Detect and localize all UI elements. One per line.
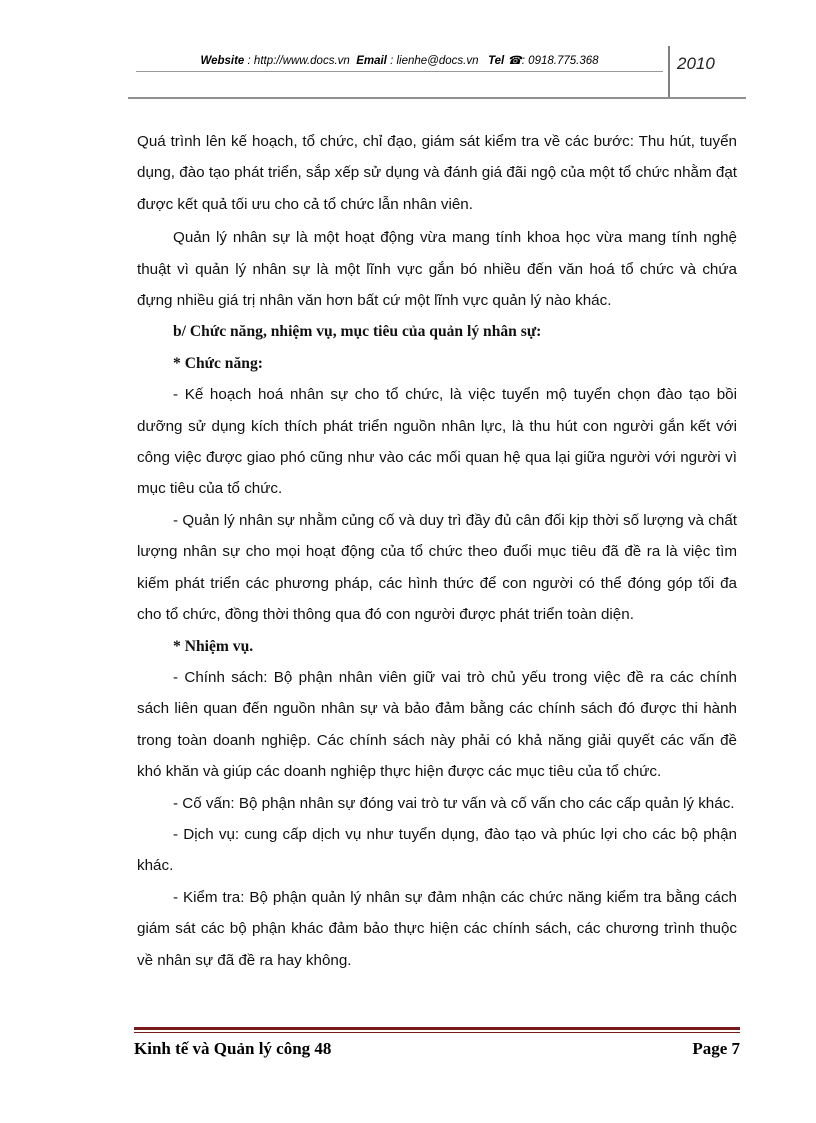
tel-label: Tel — [488, 55, 505, 67]
footer-rule-thick — [134, 1027, 740, 1030]
paragraph-service: - Dịch vụ: cung cấp dịch vụ như tuyển dụng, đào tạo và phúc lợi cho các bộ phận khác. — [137, 825, 737, 875]
header-divider — [668, 46, 670, 99]
paragraph-function-1: - Kế hoạch hoá nhân sự cho tổ chức, là việc tuyển mộ tuyển chọn đào tạo bồi dưỡng sử dụng kích thích phát triển nguồn nhân lực, là thu hút con người gắn kết với công việc được giao phó cũng như vào các mối quan hệ qua lại giữa người với người vì mục tiêu của tổ chức. — [137, 386, 737, 498]
paragraph-policy: - Chính sách: Bộ phận nhân viên giữ vai trò chủ yếu trong việc đề ra các chính sách liên quan đến nguồn nhân sự và bảo đảm bằng các chính sách đó được thi hành trong toàn doanh nghiệp. Các chính sách này phải có khả năng giải quyết các vấn đề khó khăn và giúp các doanh nghiệp thực hiện được các mục tiêu của tổ chức. — [137, 668, 737, 781]
header-underline — [136, 71, 663, 72]
tel-value: : 0918.775.368 — [521, 55, 599, 67]
website-value: : http://www.docs.vn — [247, 55, 350, 67]
page-number: Page 7 — [692, 1039, 740, 1058]
email-value: : lienhe@docs.vn — [390, 55, 479, 67]
subheading-duty: * Nhiệm vụ. — [173, 637, 254, 655]
header-rule — [128, 97, 746, 99]
page-header — [136, 53, 663, 67]
header-year: 2010 — [677, 54, 715, 73]
footer-rule-thin — [134, 1032, 740, 1033]
paragraph-art-science: Quản lý nhân sự là một hoạt động vừa mang tính khoa học vừa mang tính nghệ thuật vì quản lý nhân sự là một lĩnh vực gắn bó nhiều đến văn hoá tổ chức và chứa đựng nhiều giá trị nhân văn hơn bất cứ một lĩnh vực quản lý nào khác. — [137, 229, 737, 310]
website-label: Website — [200, 55, 245, 67]
email-label: Email — [356, 55, 387, 67]
subheading-function: * Chức năng: — [173, 354, 263, 372]
paragraph-definition: Quá trình lên kế hoạch, tổ chức, chỉ đạo, giám sát kiểm tra về các bước: Thu hút, tuyển dụng, đào tạo phát triển, sắp xếp sử dụng và đánh giá đãi ngộ của một tổ chức nhằm đạt được kết quả tối ưu cho cả tổ chức lẫn nhân viên. — [137, 133, 737, 213]
page-body — [137, 126, 737, 976]
paragraph-control: - Kiểm tra: Bộ phận quản lý nhân sự đảm nhận các chức năng kiểm tra bằng cách giám sát các bộ phận khác đảm bảo thực hiện các chính sách, các chương trình thuộc về nhân sự đã đề ra hay không. — [137, 888, 737, 969]
paragraph-advisor: - Cố vấn: Bộ phận nhân sự đóng vai trò tư vấn và cố vấn cho các cấp quản lý khác. — [173, 794, 735, 812]
section-heading: b/ Chức năng, nhiệm vụ, mục tiêu của quản lý nhân sự: — [173, 323, 542, 341]
paragraph-function-2: - Quản lý nhân sự nhằm củng cố và duy trì đầy đủ cân đối kịp thời số lượng và chất lượng nhân sự cho mọi hoạt động của tổ chức theo đuổi mục tiêu đã đề ra là việc tìm kiếm phát triển các phương pháp, các hình thức để con người có thể đóng góp tối đa cho tổ chức, đồng thời thông qua đó con người được phát triển toàn diện. — [137, 511, 737, 624]
footer-title: Kinh tế và Quản lý công 48 — [134, 1039, 332, 1058]
phone-icon: ☎ — [507, 55, 522, 67]
